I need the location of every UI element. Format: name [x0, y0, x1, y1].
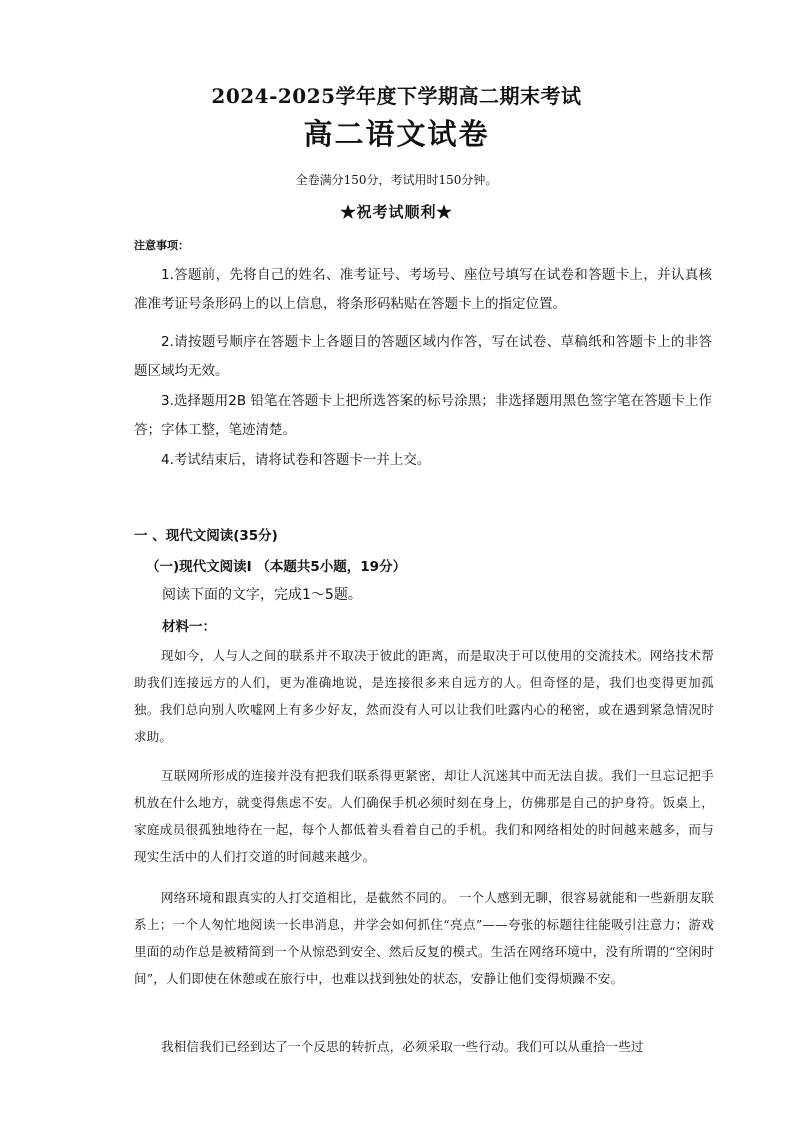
exam-info: 全卷满分150分，考试用时150分钟。 — [295, 173, 498, 187]
material-label: 材料一： — [162, 619, 216, 635]
notes-heading: 注意事项： — [134, 239, 189, 252]
note-item-1: 1.答题前，先将自己的姓名、准考证号、考场号、座位号填写在试卷和答题卡上，并认真核准准考证号条形码上的以上信息，将条形码粘贴在答题卡上的指定位置。 — [134, 267, 712, 312]
note-item-4: 4.考试结束后，请将试卷和答题卡一并上交。 — [161, 452, 431, 468]
passage-paragraph-3: 网络环境和跟真实的人打交道相比，是截然不同的。 一个人感到无聊，很容易就能和一些新朋友联系上；一个人匆忙地阅读一长串消息，并学会如何抓住“亮点”——夸张的标题往往能吸引注意力；游戏里面的动作总是被精简到一个从惊恐到安全、然后反复的模式。生活在网络环境中，没有所谓的“空闲时间”，人们即使在休憩或在旅行中，也难以找到独处的状态，安静让他们变得烦躁不安。 — [134, 890, 714, 986]
sub-section-heading: （一)现代文阅读I （本题共5小题，19分） — [146, 559, 407, 575]
note-item-2: 2.请按题号顺序在答题卡上各题目的答题区域内作答，写在试卷、草稿纸和答题卡上的非答题区域均无效。 — [134, 334, 712, 379]
section-heading: 一 、现代文阅读(35分) — [134, 528, 278, 544]
reading-instruction: 阅读下面的文字，完成1～5题。 — [162, 587, 362, 603]
exam-subtitle: 高二语文试卷 — [303, 117, 490, 151]
passage-paragraph-1: 现如今，人与人之间的联系并不取决于彼此的距离，而是取决于可以使用的交流技术。网络技术帮助我们连接远方的人们，更为准确地说，是连接很多来自远方的人。但奇怪的是，我们也变得更加孤独。我们总向别人吹嘘网上有多少好友，然而没有人可以让我们吐露内心的秘密，或在遇到紧急情况时求助。 — [134, 648, 714, 744]
passage-paragraph-2: 互联网所形成的连接并没有把我们联系得更紧密，却让人沉迷其中而无法自拔。我们一旦忘记把手机放在什么地方，就变得焦虑不安。人们确保手机必须时刻在身上，仿佛那是自己的护身符。饭桌上，家庭成员很孤独地待在一起，每个人都低着头看着自己的手机。我们和网络相处的时间越来越多，而与现实生活中的人们打交道的时间越来越少。 — [134, 768, 714, 864]
exam-title: 2024-2025学年度下学期高二期末考试 — [211, 84, 582, 108]
passage-paragraph-4: 我相信我们已经到达了一个反思的转折点，必须采取一些行动。我们可以从重拾一些过 — [161, 1039, 644, 1054]
note-item-3: 3.选择题用2B 铅笔在答题卡上把所选答案的标号涂黑；非选择题用黑色签字笔在答题卡上作答；字体工整，笔迹清楚。 — [134, 393, 712, 438]
blessing-line: ★祝考试顺利★ — [340, 203, 453, 221]
